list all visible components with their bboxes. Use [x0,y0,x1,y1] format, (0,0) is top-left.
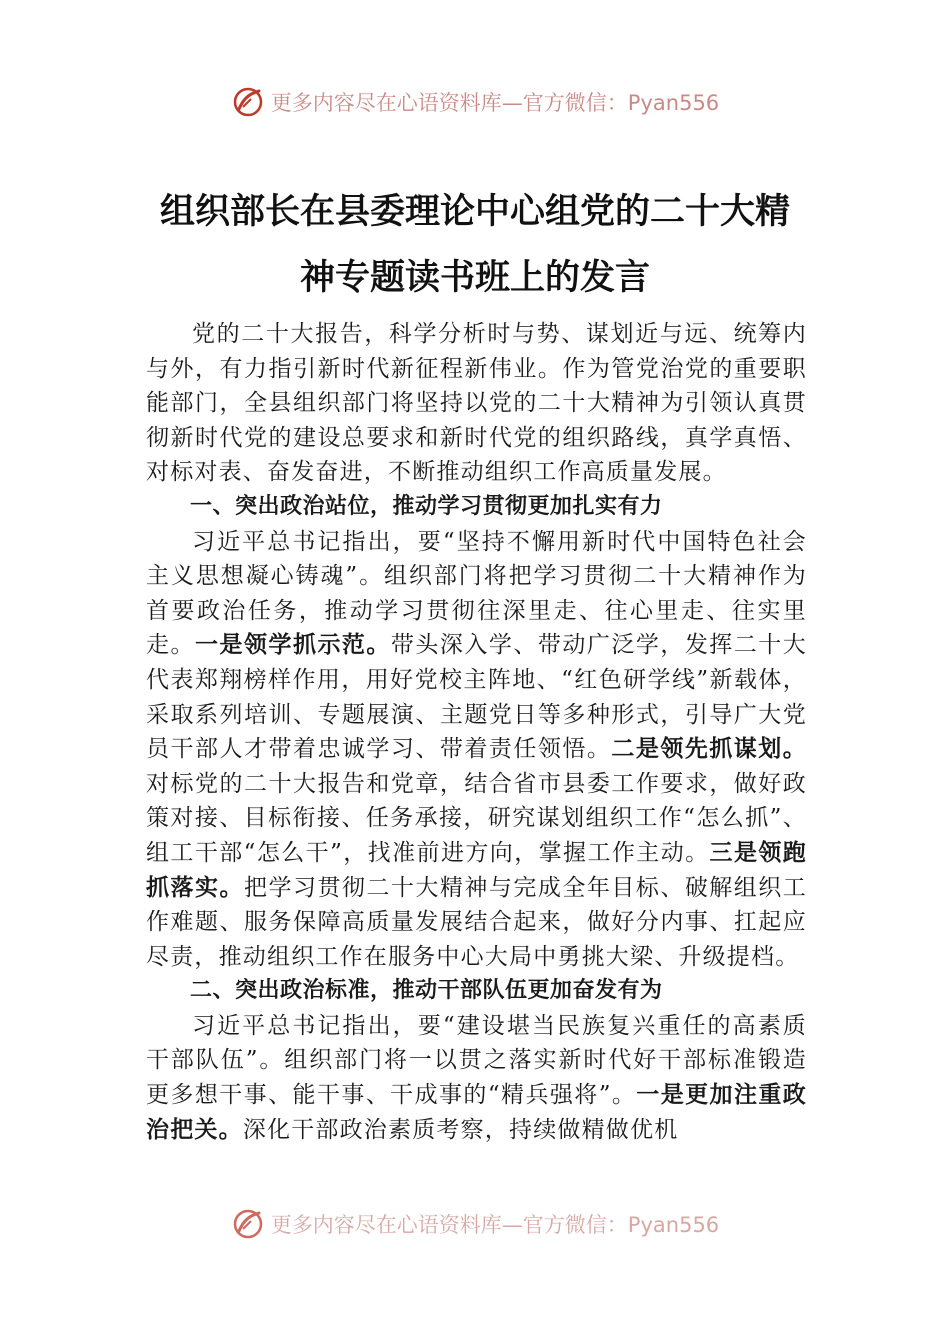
brand-logo-icon [231,1207,265,1241]
intro-paragraph: 党的二十大报告，科学分析时与势、谋划近与远、统筹内与外，有力指引新时代新征程新伟业。作为管党治党的重要职能部门，全县组织部门将坚持以党的二十大精神为引领认真贯彻新时代党的建设总要求和新时代党的组织路线，真学真悟、对标对表、奋发奋进，不断推动组织工作高质量发展。 [146,321,807,486]
document-title-line2: 神专题读书班上的发言 [299,257,650,298]
section-1-text-d: 把学习贯彻二十大精神与完成全年目标、破解组织工作难题、服务保障高质量发展结合起来，做好分内事、扛起应尽责，推动组织工作在服务中心大局中勇挑大梁、升级提档。 [146,874,807,970]
section-2-text-a: 习近平总书记指出，要“建设堪当民族复兴重任的高素质干部队伍”。组织部门将一以贯之落实新时代好干部标准锻造更多想干事、能干事、干成事的“精兵强将”。 [146,1012,807,1109]
section-2-paragraph [146,1009,807,1147]
document-title-line1: 组织部长在县委理论中心组党的二十大精 [159,191,790,232]
section-1-text-c: 对标党的二十大报告和党章，结合省市县委工作要求，做好政策对接、目标衔接、任务承接，研究谋划组织工作“怎么抓”、组工干部“怎么干”，找准前进方向，掌握工作主动。 [146,770,807,866]
section-heading-2: 二、突出政治标准，推动干部队伍更加奋发有为 [190,978,663,1004]
section-2-text-b: 深化干部政治素质考察，持续做精做优机 [242,1116,679,1143]
section-1-point-2: 二是领先抓谋划。 [611,736,807,763]
section-1-point-1: 一是领学抓示范。 [194,632,391,659]
section-1-point-3: 三是领跑抓落实。 [146,839,807,901]
brand-logo-icon [231,85,265,119]
section-1-text-b: 带头深入学、带动广泛学，发挥二十大代表郑翔榜样作用，用好党校主阵地、“红色研学线”新载体，采取系列培训、专题展演、主题党日等多种形式，引导广大党员干部人才带着忠诚学习、带着责任领悟。 [146,632,807,763]
watermark-text: 更多内容尽在心语资料库—官方微信：Pyan556 [270,91,720,115]
watermark-header [0,82,950,122]
section-heading-1: 一、突出政治站位，推动学习贯彻更加扎实有力 [190,493,663,519]
document-body [146,317,807,1147]
watermark-text: 更多内容尽在心语资料库—官方微信：Pyan556 [270,1213,720,1237]
watermark-footer [0,1204,950,1244]
section-2-point-1: 一是更加注重政治把关。 [146,1082,808,1143]
section-1-paragraph [146,525,807,975]
section-1-text-a: 习近平总书记指出，要“坚持不懈用新时代中国特色社会主义思想凝心铸魂”。组织部门将把学习贯彻二十大精神作为首要政治任务，推动学习贯彻往深里走、往心里走、往实里走。 [146,528,807,659]
